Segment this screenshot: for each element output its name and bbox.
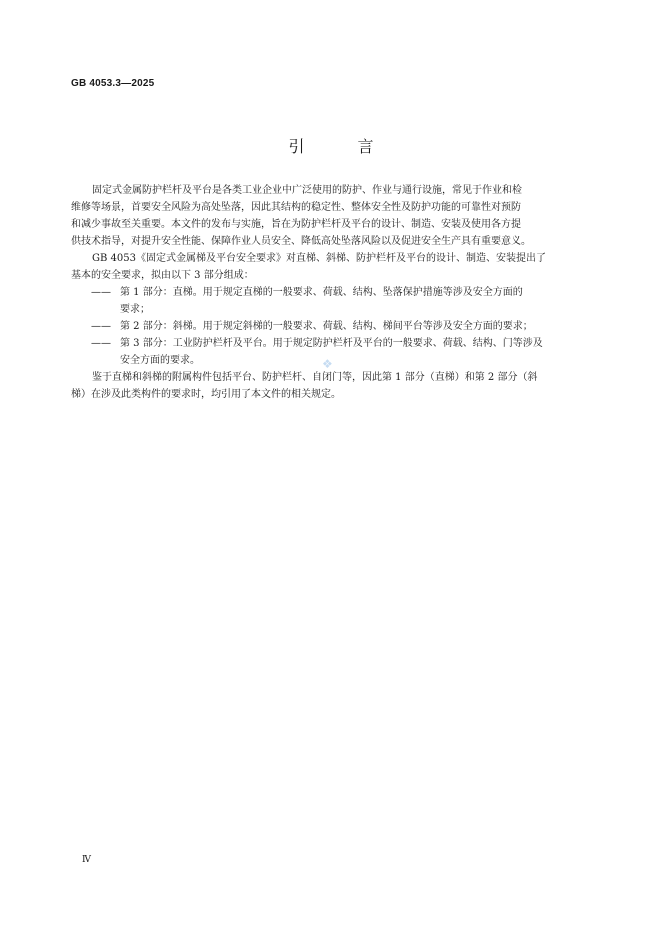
list-item [91,284,576,318]
paragraph-1 [71,182,576,250]
list-item-text: 安全方面的要求。 [120,355,200,366]
paragraph-line: 鉴于直梯和斜梯的附属构件包括平台、防护栏杆、自闭门等，因此第 1 部分（直梯）和第 2 部分（斜 [92,372,538,383]
paragraph-line: 维修等场景，首要安全风险为高处坠落，因此其结构的稳定性、整体安全性及防护功能的可靠性对预防 [71,202,521,213]
paragraph-2 [71,250,576,284]
list-item-text: 要求； [120,304,150,315]
paragraph-line: 供技术指导，对提升安全性能、保障作业人员安全、降低高处坠落风险以及促进安全生产具有重要意义。 [71,236,531,247]
list-item-text: 第 1 部分：直梯。用于规定直梯的一般要求、荷载、结构、坠落保护措施等涉及安全方面的 [120,287,523,298]
list-dash: —— [91,338,111,349]
paragraph-3 [71,369,576,403]
standard-number: GB 4053.3—2025 [71,78,155,89]
watermark-mark: ❖ [322,357,333,371]
page-title: 引 言 [288,137,398,156]
paragraph-line: 固定式金属防护栏杆及平台是各类工业企业中广泛使用的防护、作业与通行设施，常见于作业和检 [92,185,522,196]
list-item [91,318,576,335]
paragraph-line: 梯）在涉及此类构件的要求时，均引用了本文件的相关规定。 [71,389,341,400]
paragraph-line: 基本的安全要求，拟由以下 3 部分组成： [71,270,254,281]
list-dash: —— [91,287,111,298]
paragraph-line: GB 4053《固定式金属梯及平台安全要求》对直梯、斜梯、防护栏杆及平台的设计、制造、安装提出了 [92,253,546,264]
list-dash: —— [91,321,111,332]
page-number: Ⅳ [82,855,91,865]
list-item-text: 第 3 部分：工业防护栏杆及平台。用于规定防护栏杆及平台的一般要求、荷载、结构、门等涉及 [120,338,543,349]
list-item-text: 第 2 部分：斜梯。用于规定斜梯的一般要求、荷载、结构、梯间平台等涉及安全方面的要求； [120,321,533,332]
paragraph-line: 和减少事故至关重要。本文件的发布与实施，旨在为防护栏杆及平台的设计、制造、安装及使用各方提 [71,219,521,230]
